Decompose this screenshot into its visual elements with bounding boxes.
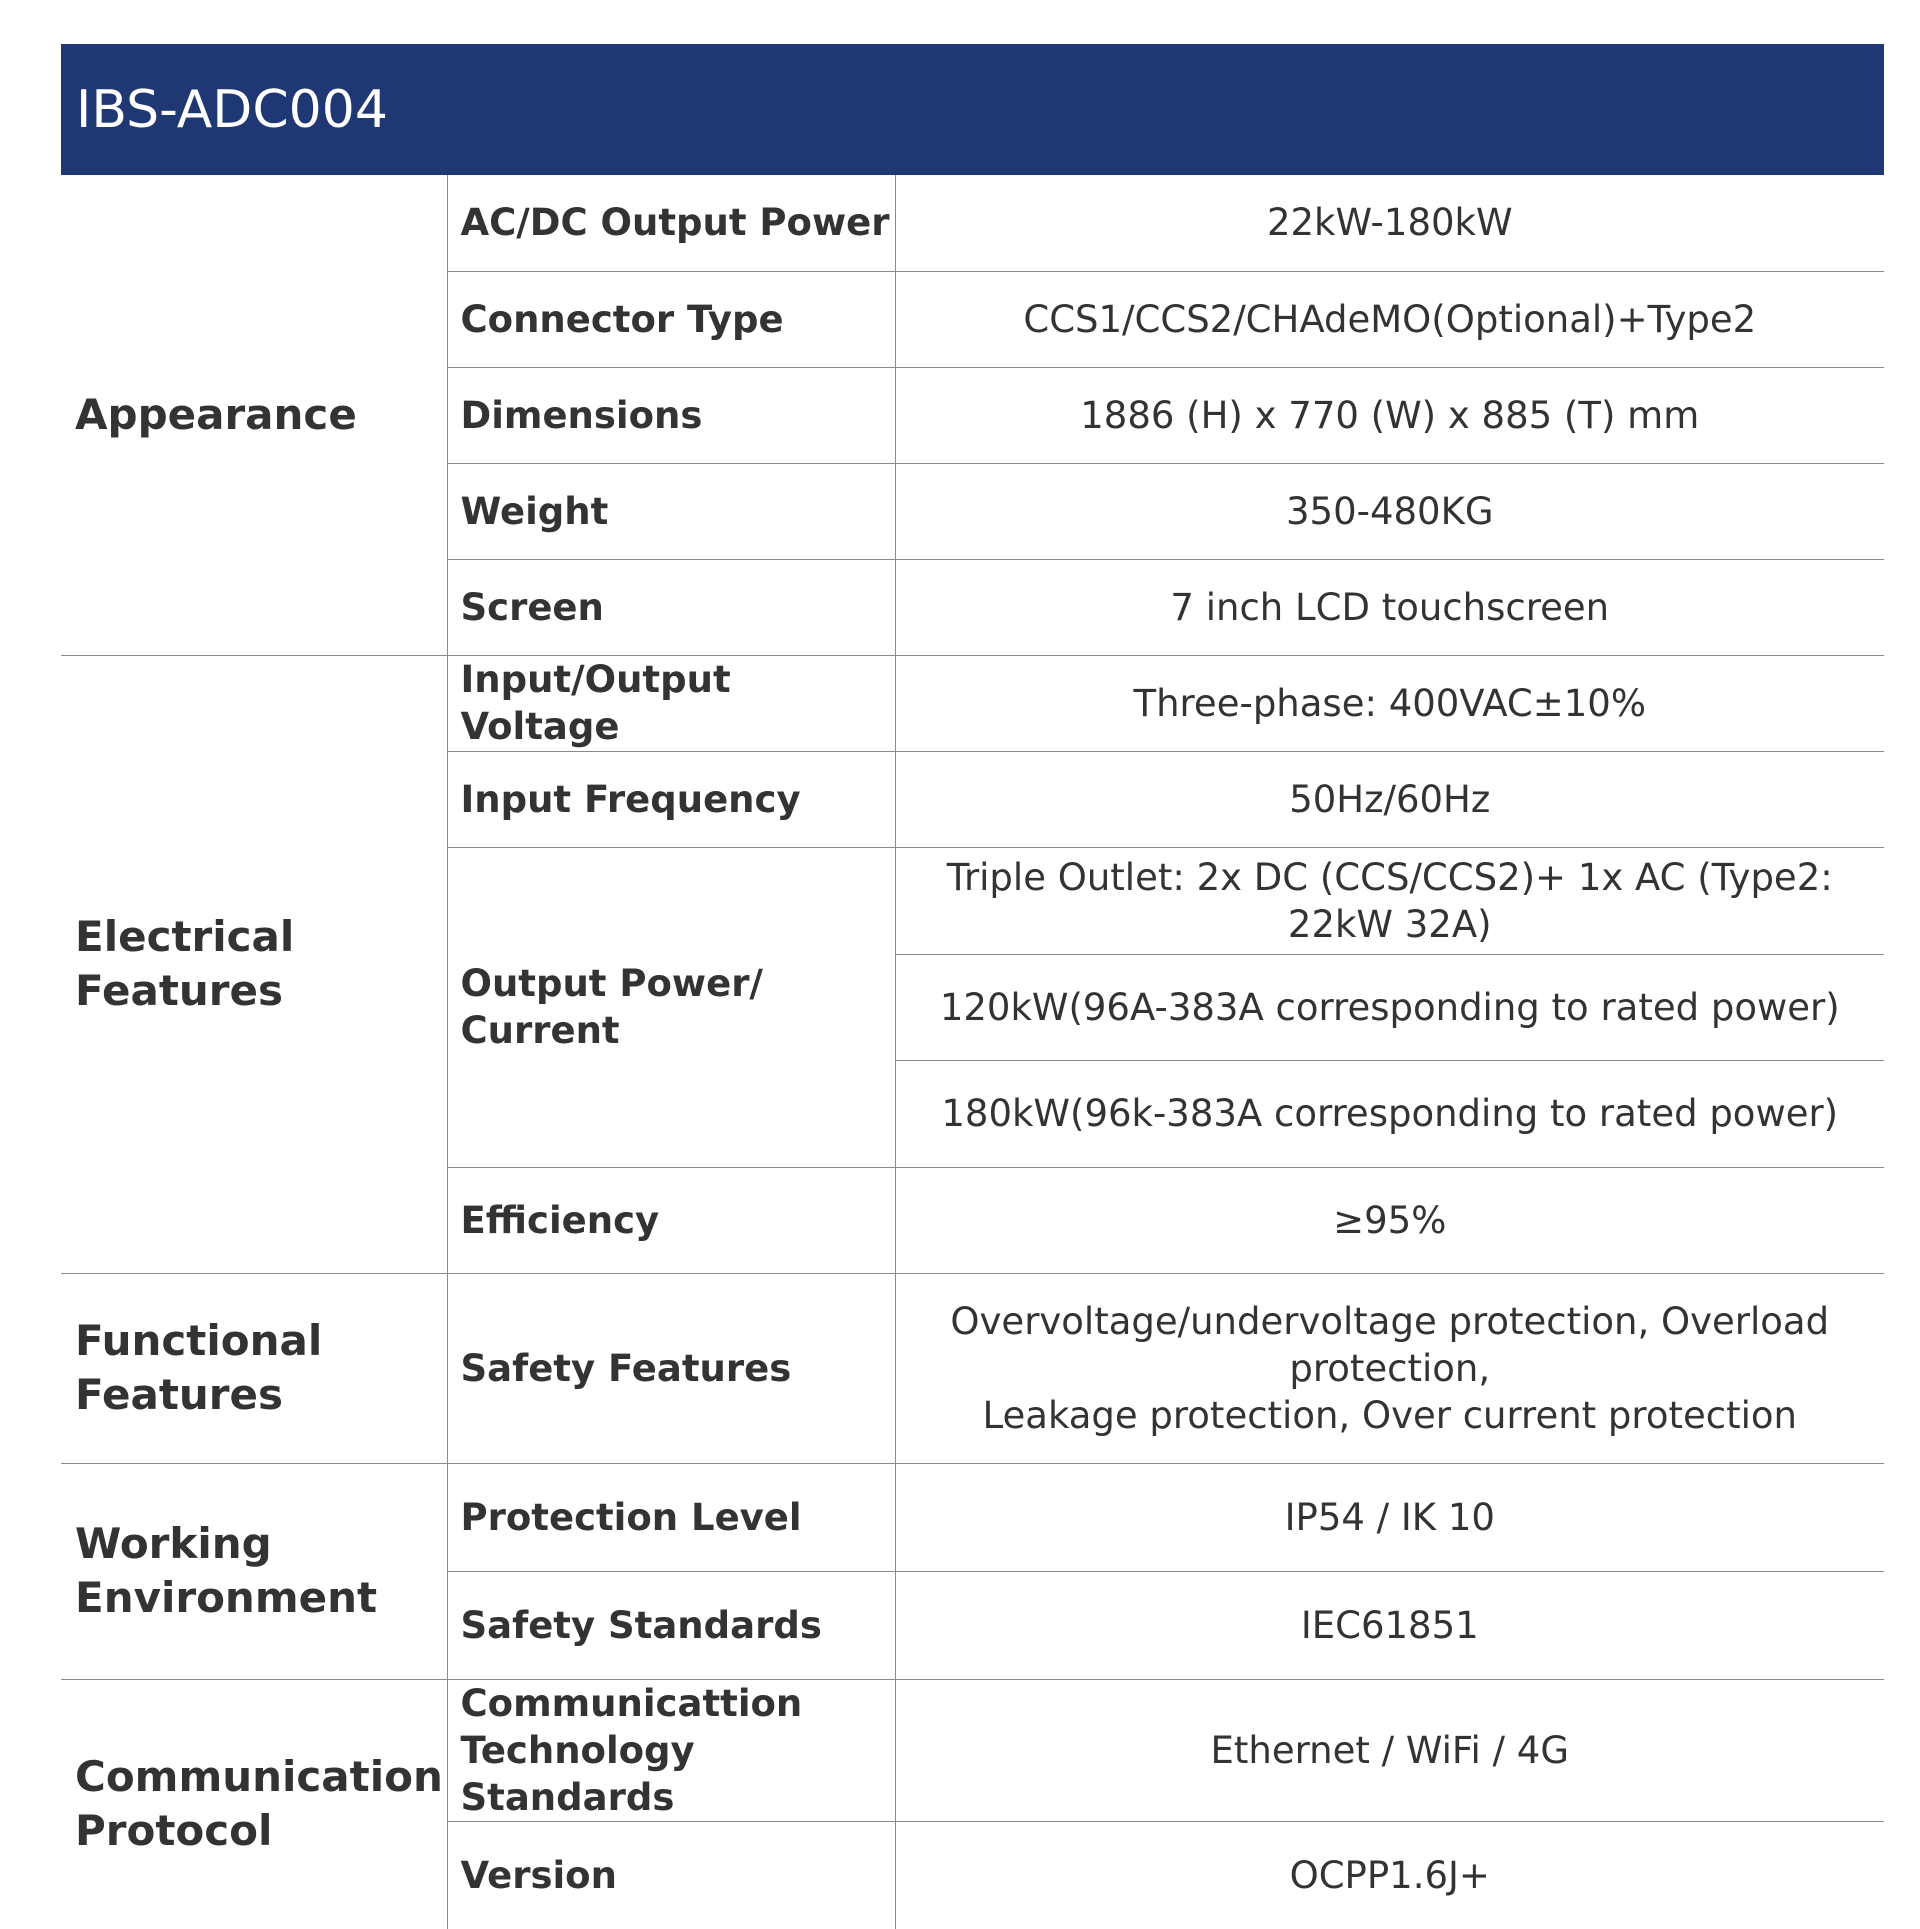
table-row [61, 1679, 1884, 1821]
param-label: Communicattion Technology Standards [447, 1679, 895, 1821]
param-label: Input Frequency [447, 751, 895, 847]
param-label: Screen [447, 559, 895, 655]
param-value: OCPP1.6J+ [1289, 1853, 1490, 1897]
param-label: Version [447, 1821, 895, 1929]
category-working-environment: Working Environment [61, 1463, 447, 1679]
param-label: Safety Features [447, 1273, 895, 1463]
spec-table [61, 175, 1884, 1929]
param-value: 350-480KG [895, 463, 1884, 559]
param-label: Dimensions [447, 367, 895, 463]
param-value: 1886 (H) x 770 (W) x 885 (T) mm [895, 367, 1884, 463]
category-communication-protocol: Communication Protocol [61, 1679, 447, 1929]
param-value: ≥95% [895, 1167, 1884, 1273]
param-value: IEC61851 [895, 1571, 1884, 1679]
param-label: AC/DC Output Power [447, 175, 895, 271]
category-electrical-features: Electrical Features [61, 655, 447, 1273]
category-functional-features: Functional Features [61, 1273, 447, 1463]
table-row [61, 1463, 1884, 1571]
category-appearance: Appearance [61, 175, 447, 655]
param-label: Connector Type [447, 271, 895, 367]
spec-sheet [61, 44, 1884, 1929]
param-value: IP54 / IK 10 [895, 1463, 1884, 1571]
param-value: Three-phase: 400VAC±10% [895, 655, 1884, 751]
param-value: Overvoltage/undervoltage protection, Overload protection, Leakage protection, Over current protection [895, 1273, 1884, 1463]
param-value: CCS1/CCS2/CHAdeMO(Optional)+Type2 [895, 271, 1884, 367]
param-value: 180kW(96k-383A corresponding to rated power) [895, 1060, 1884, 1167]
param-label: Efficiency [447, 1167, 895, 1273]
param-value: 50Hz/60Hz [895, 751, 1884, 847]
param-label: Safety Standards [447, 1571, 895, 1679]
title-bar [61, 44, 1884, 175]
param-label: Weight [447, 463, 895, 559]
param-label: Output Power/ Current [447, 847, 895, 1167]
param-value: 7 inch LCD touchscreen [895, 559, 1884, 655]
table-row [61, 655, 1884, 751]
param-value: 120kW(96A-383A corresponding to rated power) [895, 954, 1884, 1060]
table-row [61, 175, 1884, 271]
param-value: Ethernet / WiFi / 4G [895, 1679, 1884, 1821]
param-label: Protection Level [447, 1463, 895, 1571]
param-value: Triple Outlet: 2x DC (CCS/CCS2)+ 1x AC (Type2: 22kW 32A) [895, 847, 1884, 954]
table-row [61, 1273, 1884, 1463]
model-title: IBS-ADC004 [76, 79, 388, 140]
param-value: 22kW-180kW [895, 175, 1884, 271]
param-label: Input/Output Voltage [447, 655, 895, 751]
